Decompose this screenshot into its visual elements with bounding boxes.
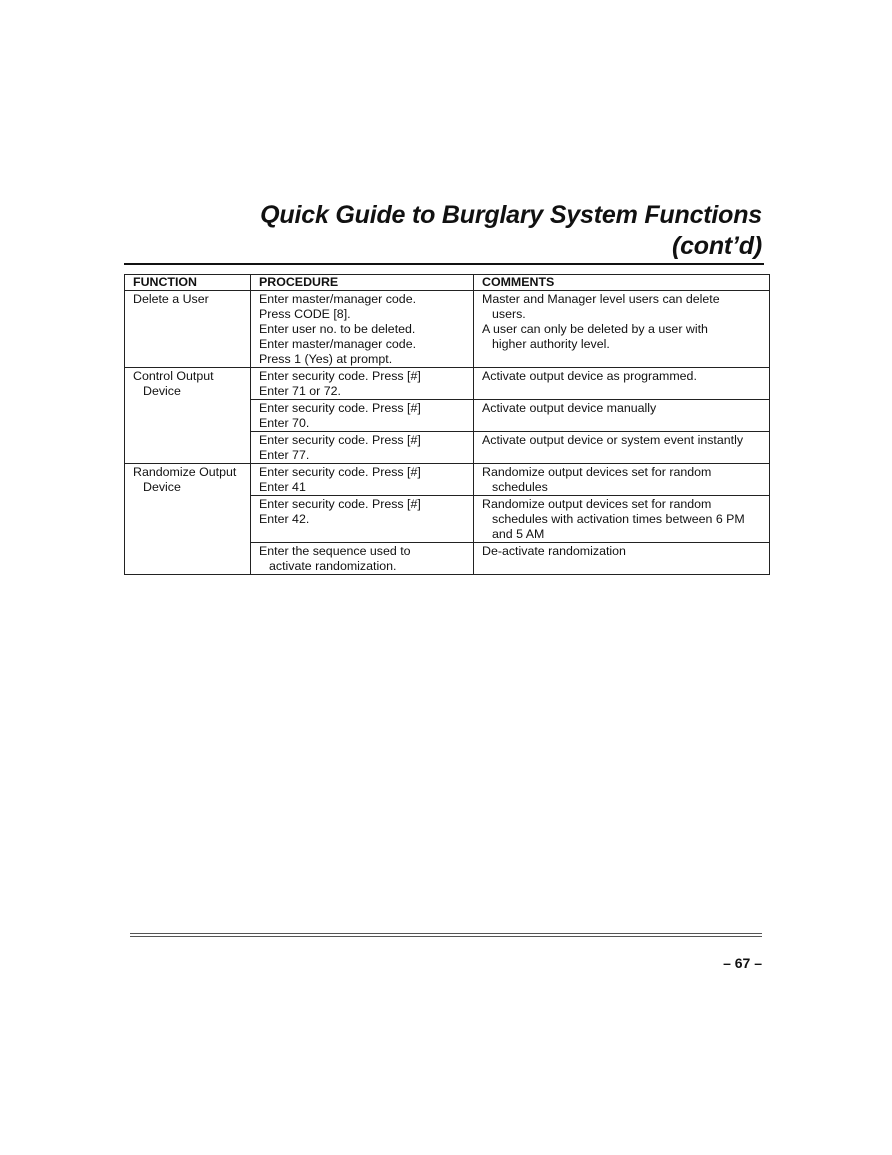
procedure-cell <box>251 432 474 464</box>
page-title-line-2: (cont’d) <box>671 232 762 260</box>
comment-line: A user can only be deleted by a user with <box>482 322 708 336</box>
procedure-cell <box>251 464 474 496</box>
table-row <box>125 291 770 368</box>
comment-line: Randomize output devices set for random <box>482 497 712 511</box>
footer-rule <box>130 933 762 937</box>
page-title <box>124 200 762 262</box>
function-label: Device <box>143 384 181 398</box>
procedure-line: Enter master/manager code. <box>259 337 417 351</box>
procedure-line: Press 1 (Yes) at prompt. <box>259 352 393 366</box>
procedure-line: Enter 70. <box>259 416 310 430</box>
table-row <box>125 368 770 400</box>
comment-line: Master and Manager level users can delete <box>482 292 720 306</box>
procedure-line: activate randomization. <box>269 559 397 573</box>
table-row <box>125 464 770 496</box>
function-cell <box>125 464 251 575</box>
procedure-line: Enter user no. to be deleted. <box>259 322 416 336</box>
comments-cell <box>474 368 770 400</box>
procedure-cell <box>251 496 474 543</box>
comment-line: schedules with activation times between 6 PM <box>492 512 745 526</box>
comment-line: and 5 AM <box>492 527 545 541</box>
comment-line: schedules <box>492 480 548 494</box>
procedure-line: Press CODE [8]. <box>259 307 351 321</box>
header-procedure: PROCEDURE <box>251 275 474 291</box>
header-function: FUNCTION <box>125 275 251 291</box>
procedure-line: Enter 41 <box>259 480 306 494</box>
procedure-line: Enter the sequence used to <box>259 544 411 558</box>
procedure-line: Enter 42. <box>259 512 310 526</box>
comment-line: higher authority level. <box>492 337 610 351</box>
procedure-line: Enter security code. Press [#] <box>259 465 421 479</box>
table-header-row <box>125 275 770 291</box>
functions-table <box>124 274 770 575</box>
function-cell <box>125 368 251 464</box>
comment-line: Activate output device as programmed. <box>482 369 697 383</box>
comments-cell <box>474 496 770 543</box>
comment-line: users. <box>492 307 526 321</box>
function-label: Control Output <box>133 369 214 383</box>
procedure-line: Enter security code. Press [#] <box>259 401 421 415</box>
procedure-cell <box>251 400 474 432</box>
comments-cell <box>474 543 770 575</box>
page-title-line-1: Quick Guide to Burglary System Functions <box>260 201 762 229</box>
procedure-line: Enter security code. Press [#] <box>259 497 421 511</box>
function-cell <box>125 291 251 368</box>
procedure-line: Enter 71 or 72. <box>259 384 341 398</box>
comment-line: Activate output device manually <box>482 401 657 415</box>
comment-line: Randomize output devices set for random <box>482 465 712 479</box>
procedure-cell <box>251 368 474 400</box>
procedure-cell <box>251 543 474 575</box>
comment-line: Activate output device or system event instantly <box>482 433 744 447</box>
comments-cell <box>474 464 770 496</box>
procedure-line: Enter security code. Press [#] <box>259 369 421 383</box>
function-label: Delete a User <box>133 292 209 306</box>
procedure-line: Enter master/manager code. <box>259 292 417 306</box>
comment-line: De-activate randomization <box>482 544 626 558</box>
header-comments: COMMENTS <box>474 275 770 291</box>
function-label: Device <box>143 480 181 494</box>
procedure-line: Enter security code. Press [#] <box>259 433 421 447</box>
comments-cell <box>474 400 770 432</box>
function-label: Randomize Output <box>133 465 237 479</box>
procedure-line: Enter 77. <box>259 448 310 462</box>
page-number: – 67 – <box>723 955 762 971</box>
comments-cell <box>474 291 770 368</box>
comments-cell <box>474 432 770 464</box>
procedure-cell <box>251 291 474 368</box>
title-rule <box>124 263 764 265</box>
